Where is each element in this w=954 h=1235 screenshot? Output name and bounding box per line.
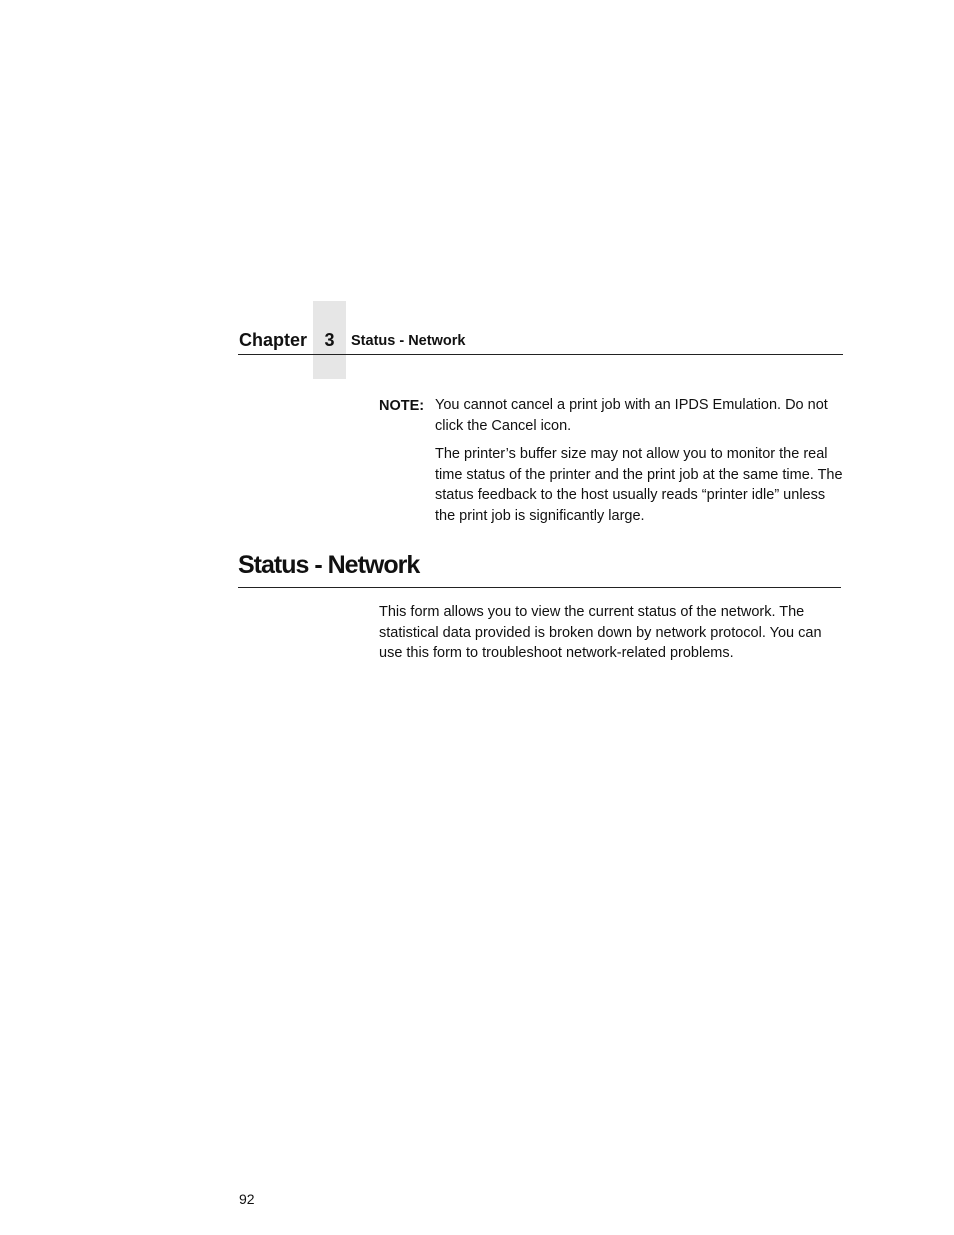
page-number: 92 bbox=[239, 1191, 255, 1207]
section-heading: Status - Network bbox=[238, 551, 420, 579]
note-paragraph-1: You cannot cancel a print job with an IPDS Emulation. Do not click the Cancel icon. bbox=[435, 397, 828, 434]
chapter-number: 3 bbox=[324, 330, 335, 350]
note-paragraph-2: The printer’s buffer size may not allow you to monitor the real time status of the printer and the print job at the same time. The status feedback to the host usually reads “printer idle” unless the print job is significantly large. bbox=[435, 446, 843, 524]
header-rule bbox=[238, 354, 843, 355]
note-label: NOTE: bbox=[379, 398, 425, 414]
section-rule bbox=[238, 587, 841, 588]
section-intro: This form allows you to view the current status of the network. The statistical data provided is broken down by network protocol. You can use this form to troubleshoot network-related problems. bbox=[379, 604, 822, 661]
running-title: Status - Network bbox=[351, 333, 466, 349]
chapter-label: Chapter bbox=[239, 330, 308, 350]
note-body bbox=[435, 395, 843, 534]
